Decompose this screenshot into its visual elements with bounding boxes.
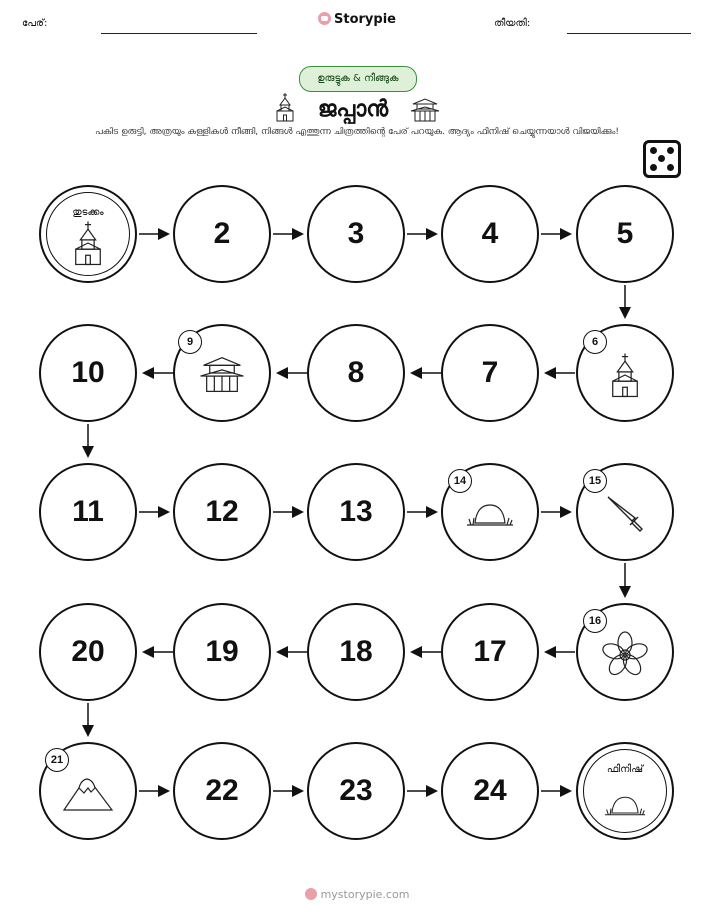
space-number-tag: 14 xyxy=(448,469,472,493)
space-10[interactable]: 10 xyxy=(39,324,137,422)
mountain-icon xyxy=(61,774,115,814)
space-8[interactable]: 8 xyxy=(307,324,405,422)
finish-space[interactable] xyxy=(576,742,674,840)
space-18[interactable]: 18 xyxy=(307,603,405,701)
date-label: തീയതി: xyxy=(494,18,531,29)
space-7[interactable]: 7 xyxy=(441,324,539,422)
activity-badge: ഉരുട്ടുക & നീങ്ങുക xyxy=(299,66,417,92)
church-icon xyxy=(608,352,642,398)
space-number-tag: 21 xyxy=(45,748,69,772)
space-5[interactable]: 5 xyxy=(576,185,674,283)
flower-icon xyxy=(601,631,649,679)
instructions-text: പകിട ഉരുട്ടി, അത്രയും കള്ളികൾ നീങ്ങി, നിങ്ങൾ എത്തുന്ന ചിത്രത്തിന്റെ പേര് പറയുക. ആദ്യം ഫിനിഷ് ചെയ്യുന്നയാൾ വിജയിക്കും! xyxy=(95,127,619,137)
name-label: പേര്: xyxy=(22,18,48,29)
footer xyxy=(0,888,714,901)
space-22[interactable]: 22 xyxy=(173,742,271,840)
sword-icon xyxy=(602,491,648,537)
start-space[interactable] xyxy=(39,185,137,283)
space-number-tag: 9 xyxy=(178,330,202,354)
space-24[interactable]: 24 xyxy=(441,742,539,840)
space-2[interactable]: 2 xyxy=(173,185,271,283)
space-number-tag: 15 xyxy=(583,469,607,493)
storypie-logo-icon xyxy=(305,888,317,900)
space-17[interactable]: 17 xyxy=(441,603,539,701)
space-3[interactable]: 3 xyxy=(307,185,405,283)
space-19[interactable]: 19 xyxy=(173,603,271,701)
rock-icon xyxy=(463,499,517,531)
space-11[interactable]: 11 xyxy=(39,463,137,561)
footer-url[interactable]: mystorypie.com xyxy=(320,888,410,901)
start-label: തുടക്കം xyxy=(72,207,104,218)
space-20[interactable]: 20 xyxy=(39,603,137,701)
space-12[interactable]: 12 xyxy=(173,463,271,561)
space-4[interactable]: 4 xyxy=(441,185,539,283)
space-number-tag: 6 xyxy=(583,330,607,354)
brand-logo: Storypie xyxy=(0,12,714,27)
page-title: ജപ്പാൻ xyxy=(0,92,714,122)
space-23[interactable]: 23 xyxy=(307,742,405,840)
finish-label: ഫിനിഷ് xyxy=(606,764,644,775)
space-number-tag: 16 xyxy=(583,609,607,633)
space-13[interactable]: 13 xyxy=(307,463,405,561)
pagoda-icon xyxy=(199,353,245,393)
